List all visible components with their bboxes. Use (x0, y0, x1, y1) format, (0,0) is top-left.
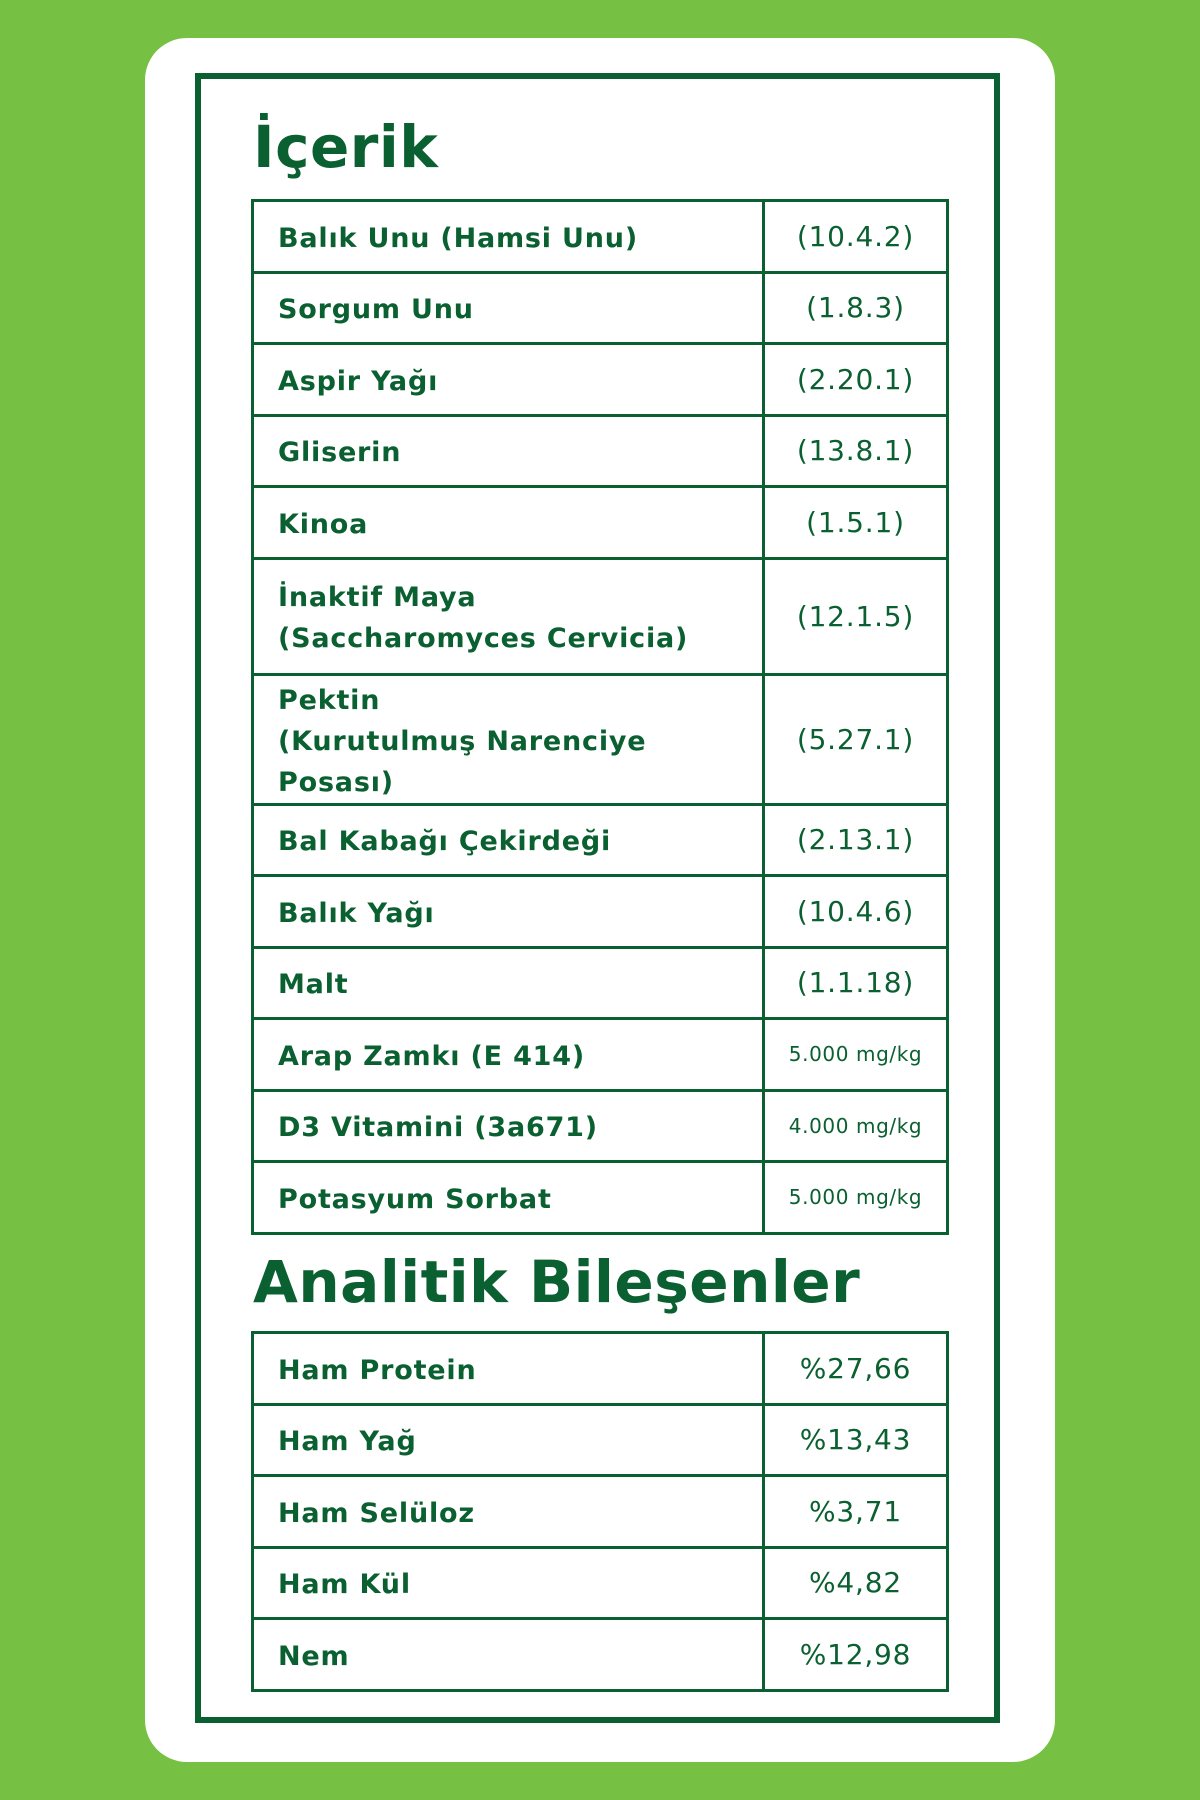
ingredient-name (253, 1019, 764, 1091)
ingredient-row (253, 876, 948, 948)
ingredient-name-line: (Kurutulmuş Narenciye Posası) (278, 725, 647, 798)
ingredient-code: 4.000 mg/kg (764, 1090, 948, 1162)
analysis-value: %3,71 (764, 1476, 948, 1548)
ingredient-name (253, 201, 764, 273)
ingredients-heading: İçerik (253, 113, 439, 181)
ingredient-name-line: Potasyum Sorbat (278, 1183, 552, 1215)
ingredient-name (253, 272, 764, 344)
ingredient-name (253, 1162, 764, 1234)
ingredient-name (253, 1090, 764, 1162)
ingredient-name-line: Bal Kabağı Çekirdeği (278, 826, 611, 858)
ingredient-code: 5.000 mg/kg (764, 1019, 948, 1091)
ingredient-name (253, 415, 764, 487)
ingredient-name (253, 947, 764, 1019)
ingredient-code: (1.5.1) (764, 487, 948, 559)
ingredient-name-line: Pektin (278, 684, 381, 716)
analysis-value: %13,43 (764, 1404, 948, 1476)
ingredient-name-line: Balık Yağı (278, 897, 435, 929)
ingredient-name-line: Kinoa (278, 508, 369, 540)
ingredient-code: (2.20.1) (764, 344, 948, 416)
analysis-name: Ham Protein (253, 1333, 764, 1405)
ingredient-name-line: Malt (278, 969, 349, 1001)
analysis-name: Nem (253, 1619, 764, 1691)
ingredient-name-line: İnaktif Maya (278, 582, 477, 613)
analysis-heading: Analitik Bileşenler (253, 1248, 861, 1316)
ingredient-code: (10.4.6) (764, 876, 948, 948)
ingredient-row (253, 272, 948, 344)
ingredient-name-line: Arap Zamkı (E 414) (278, 1040, 585, 1072)
ingredient-name (253, 674, 764, 804)
analysis-value: %27,66 (764, 1333, 948, 1405)
ingredient-code: 5.000 mg/kg (764, 1162, 948, 1234)
analysis-row (253, 1476, 948, 1548)
analysis-name: Ham Yağ (253, 1404, 764, 1476)
ingredient-row (253, 1090, 948, 1162)
ingredient-name-line: D3 Vitamini (3a671) (278, 1112, 598, 1144)
analysis-value: %4,82 (764, 1547, 948, 1619)
ingredient-row (253, 674, 948, 804)
ingredient-code: (10.4.2) (764, 201, 948, 273)
analysis-name: Ham Selüloz (253, 1476, 764, 1548)
ingredient-name-line: Balık Unu (Hamsi Unu) (278, 222, 638, 254)
ingredient-name-line: Gliserin (278, 437, 402, 469)
ingredient-code: (13.8.1) (764, 415, 948, 487)
ingredient-name (253, 344, 764, 416)
ingredient-row (253, 947, 948, 1019)
ingredient-row (253, 1162, 948, 1234)
ingredient-code: (12.1.5) (764, 558, 948, 674)
ingredient-row (253, 804, 948, 876)
ingredient-row (253, 1019, 948, 1091)
ingredient-row (253, 415, 948, 487)
analysis-row (253, 1333, 948, 1405)
ingredient-code: (5.27.1) (764, 674, 948, 804)
ingredient-row (253, 344, 948, 416)
ingredient-name (253, 804, 764, 876)
analysis-row (253, 1619, 948, 1691)
ingredient-name (253, 487, 764, 559)
ingredient-name (253, 558, 764, 674)
ingredient-row (253, 201, 948, 273)
analysis-table (251, 1331, 949, 1692)
analysis-value: %12,98 (764, 1619, 948, 1691)
ingredient-code: (1.1.18) (764, 947, 948, 1019)
analysis-row (253, 1547, 948, 1619)
analysis-name: Ham Kül (253, 1547, 764, 1619)
ingredient-name (253, 876, 764, 948)
ingredient-code: (1.8.3) (764, 272, 948, 344)
ingredient-name-line: Sorgum Unu (278, 294, 474, 326)
analysis-row (253, 1404, 948, 1476)
ingredient-row (253, 487, 948, 559)
ingredient-row (253, 558, 948, 674)
ingredient-name-line: (Saccharomyces Cervicia) (278, 623, 689, 654)
ingredient-name-line: Aspir Yağı (278, 365, 439, 397)
ingredient-code: (2.13.1) (764, 804, 948, 876)
ingredients-table (251, 199, 949, 1235)
